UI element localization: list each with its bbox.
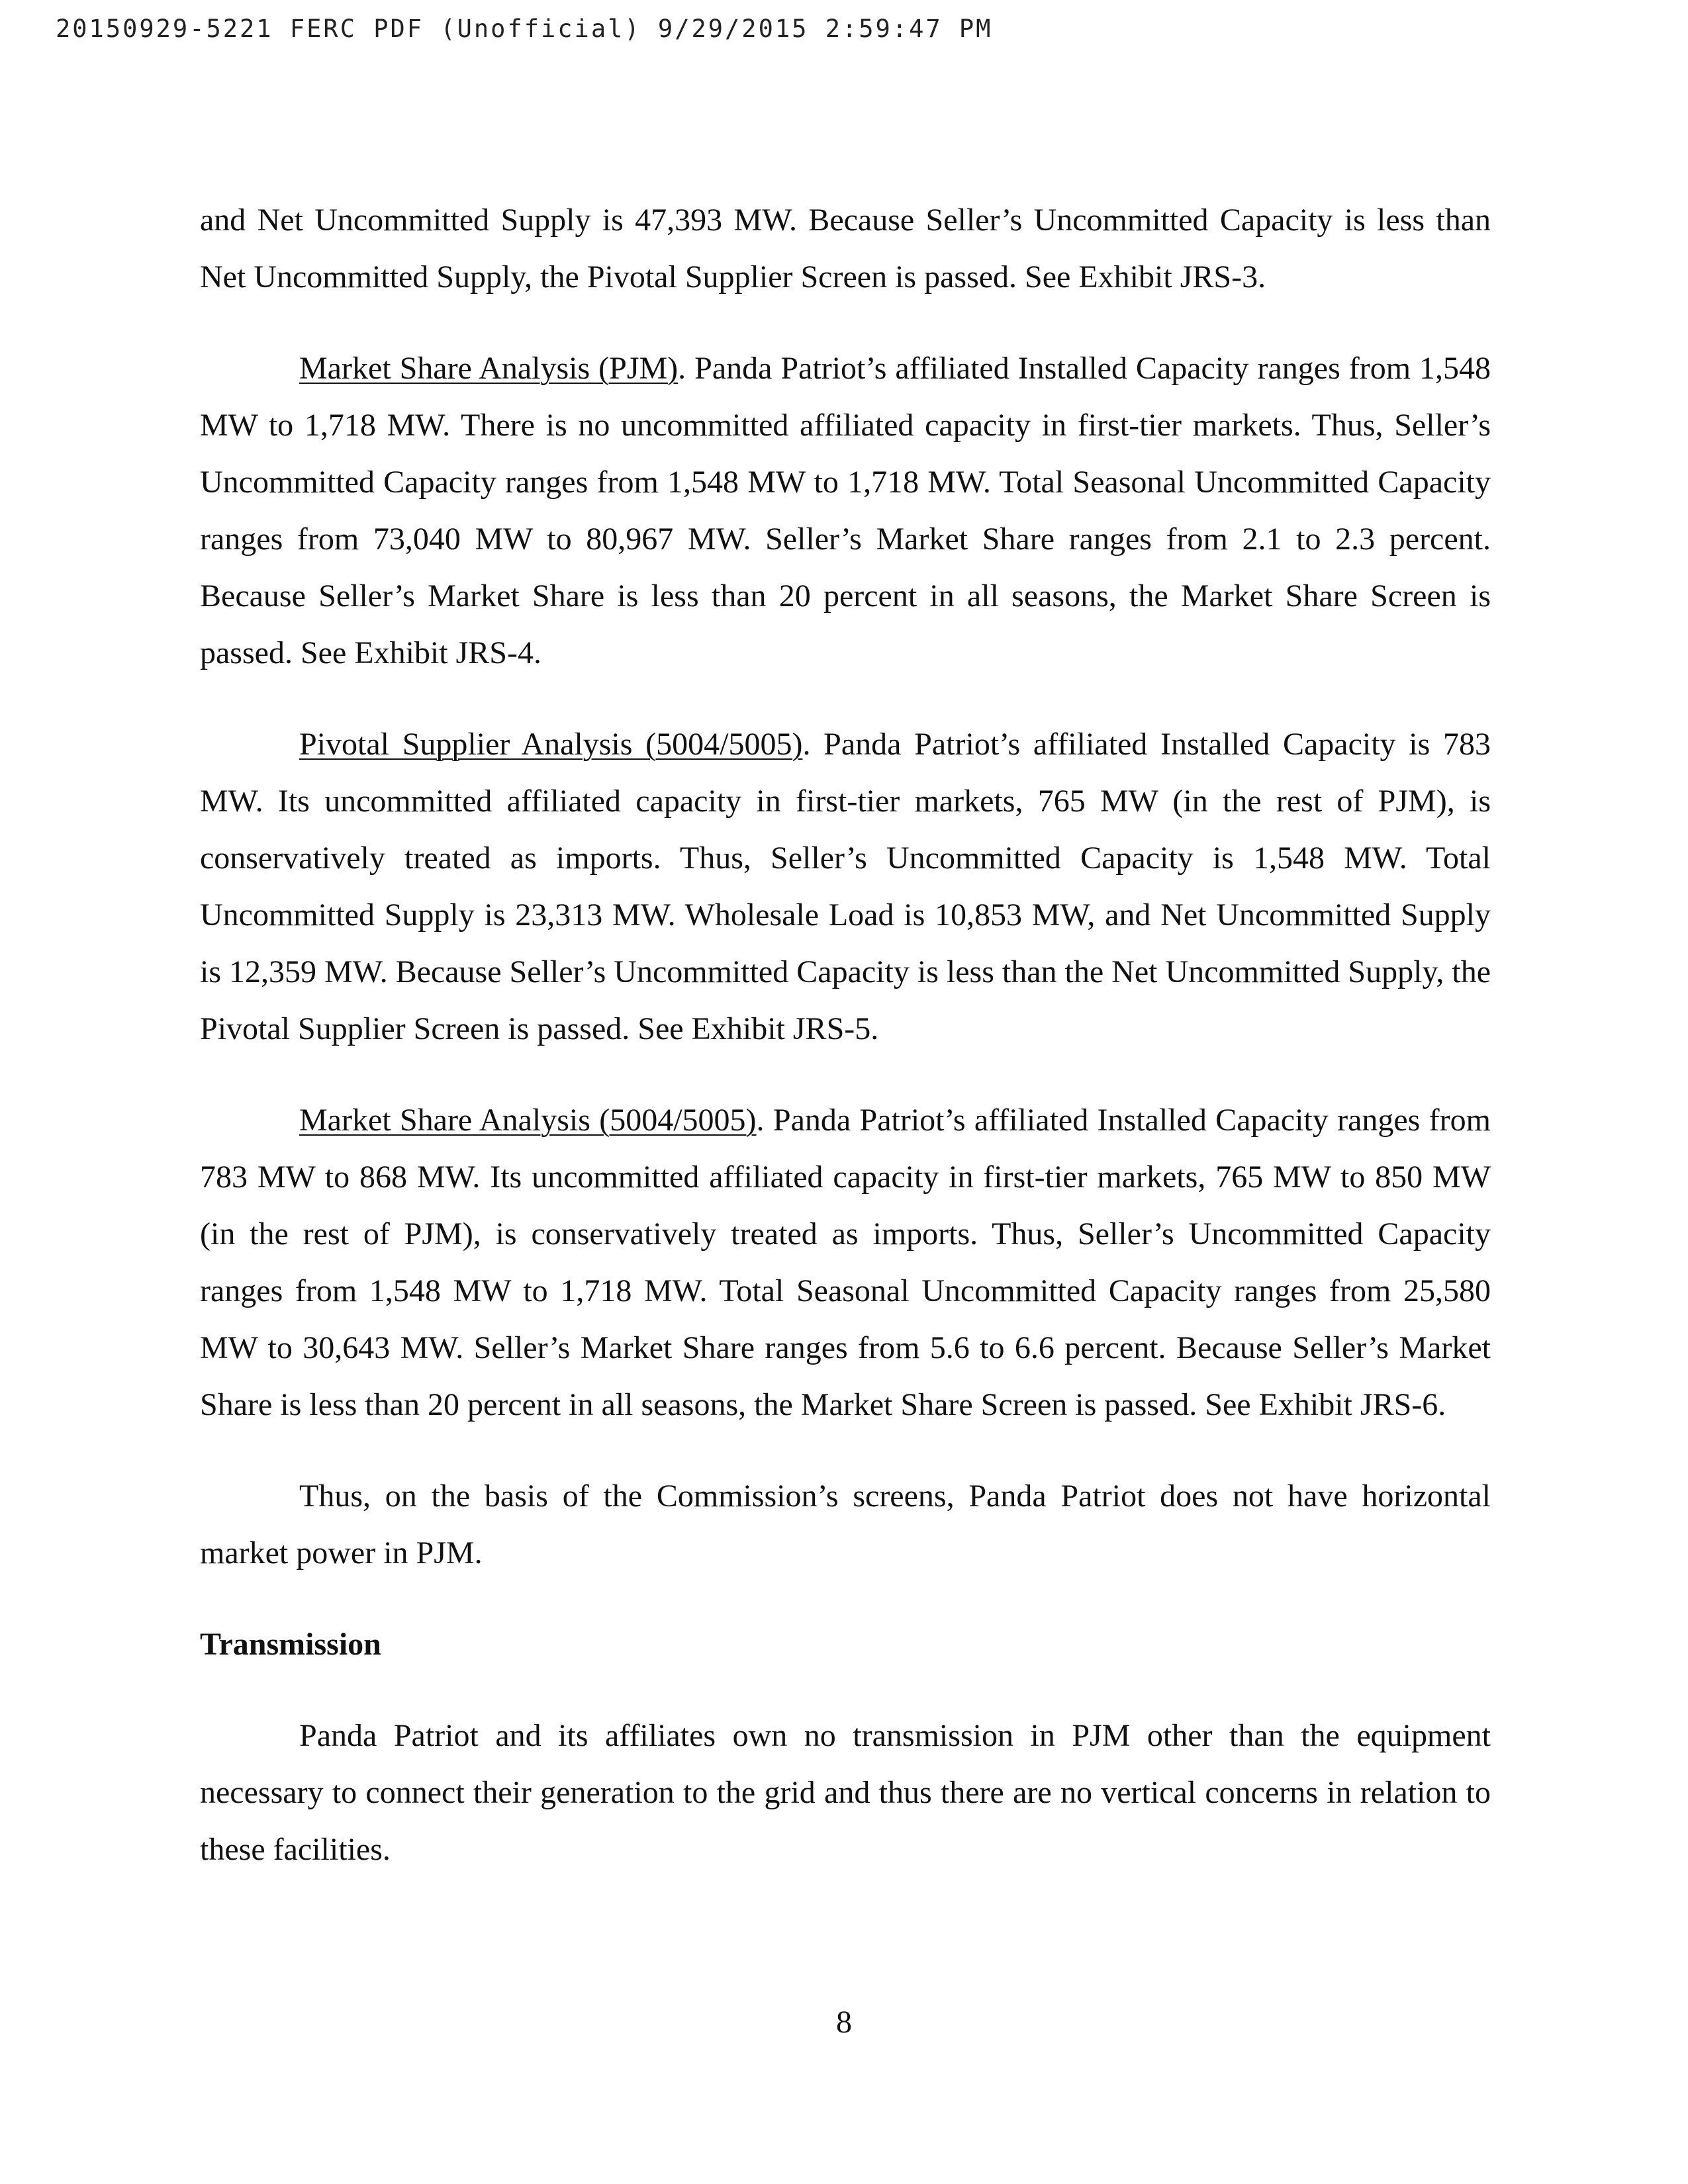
- document-body: [200, 192, 1491, 1913]
- paragraph-pivotal-supplier-5004: [200, 716, 1491, 1058]
- ferc-filing-stamp: 20150929-5221 FERC PDF (Unofficial) 9/29/2015 2:59:47 PM: [56, 15, 993, 43]
- section-title-market-share-pjm: Market Share Analysis (PJM): [299, 351, 679, 386]
- heading-transmission: Transmission: [200, 1627, 381, 1662]
- paragraph-body-market-share-pjm: . Panda Patriot’s affiliated Installed Capacity ranges from 1,548 MW to 1,718 MW. There is no uncommitted affiliated capacity in first-tier markets. Thus, Seller’s Uncommitted Capacity ranges from 1,548 MW to 1,718 MW. Total Seasonal Uncommitted Capacity ranges from 73,040 MW to 80,967 MW. Seller’s Market Share ranges from 2.1 to 2.3 percent. Because Seller’s Market Share is less than 20 percent in all seasons, the Market Share Screen is passed. See Exhibit JRS-4.: [200, 351, 1491, 670]
- paragraph-net-uncommitted-supply: and Net Uncommitted Supply is 47,393 MW. Because Seller’s Uncommitted Capacity is less than Net Uncommitted Supply, the Pivotal Supplier Screen is passed. See Exhibit JRS-3.: [200, 203, 1491, 295]
- paragraph-body-pivotal-supplier-5004: . Panda Patriot’s affiliated Installed Capacity is 783 MW. Its uncommitted affiliated capacity in first-tier markets, 765 MW (in the rest of PJM), is conservatively treated as imports. Thus, Seller’s Uncommitted Capacity is 1,548 MW. Total Uncommitted Supply is 23,313 MW. Wholesale Load is 10,853 MW, and Net Uncommitted Supply is 12,359 MW. Because Seller’s Uncommitted Capacity is less than the Net Uncommitted Supply, the Pivotal Supplier Screen is passed. See Exhibit JRS-5.: [200, 727, 1491, 1046]
- paragraph-body-market-share-5004: . Panda Patriot’s affiliated Installed Capacity ranges from 783 MW to 868 MW. Its uncommitted affiliated capacity in first-tier markets, 765 MW to 850 MW (in the rest of PJM), is conservatively treated as imports. Thus, Seller’s Uncommitted Capacity ranges from 1,548 MW to 1,718 MW. Total Seasonal Uncommitted Capacity ranges from 25,580 MW to 30,643 MW. Seller’s Market Share ranges from 5.6 to 6.6 percent. Because Seller’s Market Share is less than 20 percent in all seasons, the Market Share Screen is passed. See Exhibit JRS-6.: [200, 1103, 1491, 1422]
- section-title-market-share-5004: Market Share Analysis (5004/5005): [299, 1103, 757, 1138]
- page-number: 8: [836, 2005, 852, 2040]
- paragraph-transmission: Panda Patriot and its affiliates own no transmission in PJM other than the equipment necessary to connect their generation to the grid and thus there are no vertical concerns in relation to these facilities.: [200, 1718, 1491, 1867]
- paragraph-conclusion: Thus, on the basis of the Commission’s screens, Panda Patriot does not have horizontal market power in PJM.: [200, 1479, 1491, 1570]
- paragraph-market-share-5004: [200, 1092, 1491, 1433]
- section-title-pivotal-supplier-5004: Pivotal Supplier Analysis (5004/5005): [299, 727, 803, 762]
- paragraph-market-share-pjm: [200, 340, 1491, 682]
